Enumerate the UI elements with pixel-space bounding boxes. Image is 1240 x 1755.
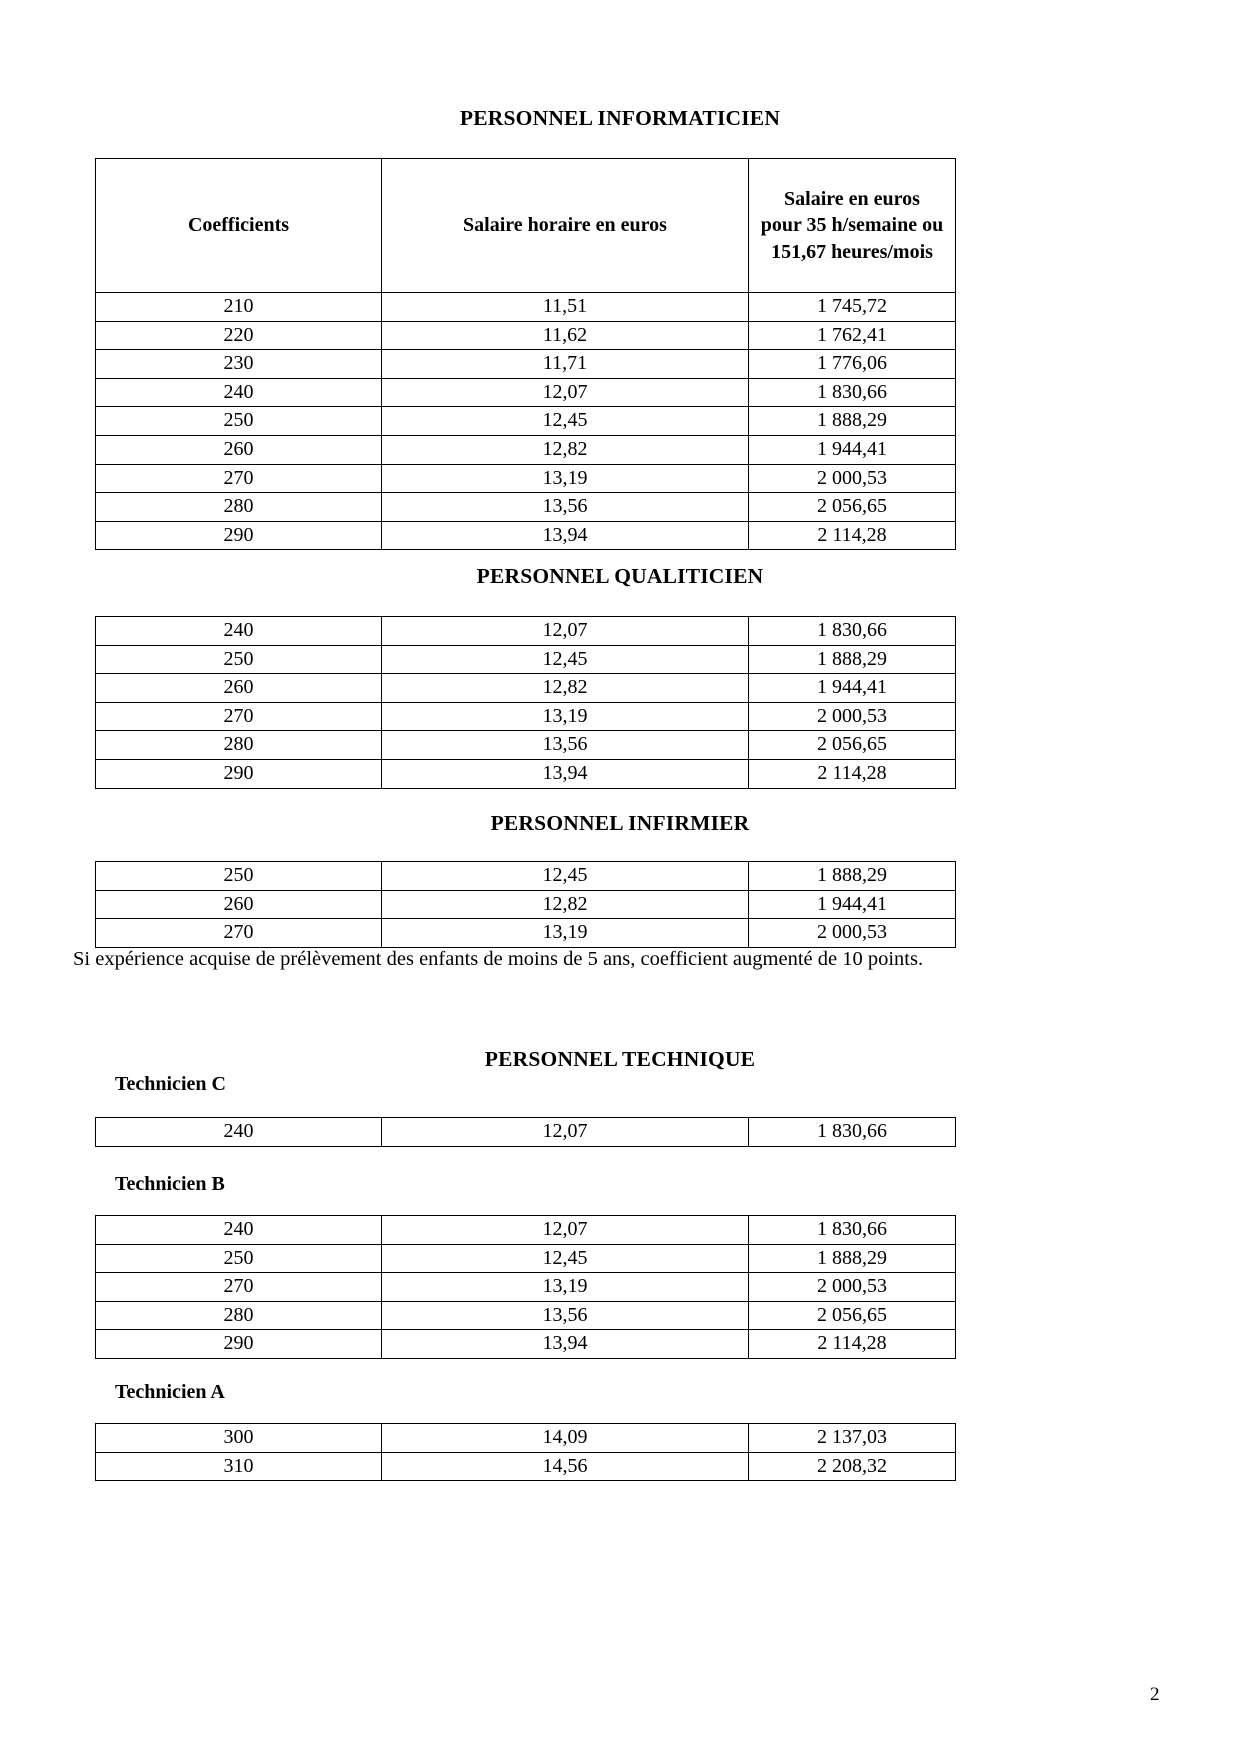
table-row xyxy=(96,521,956,550)
table-row xyxy=(96,919,956,948)
cell-coefficient: 250 xyxy=(96,407,382,436)
cell-monthly-salary: 1 830,66 xyxy=(749,378,956,407)
col-header-monthly-line3: 151,67 heures/mois xyxy=(771,240,933,263)
cell-monthly-salary: 2 056,65 xyxy=(749,1301,956,1330)
table-row xyxy=(96,378,956,407)
col-header-hourly-salary: Salaire horaire en euros xyxy=(382,159,749,293)
header-row xyxy=(96,159,956,293)
cell-hourly-salary: 11,51 xyxy=(382,293,749,322)
cell-monthly-salary: 2 137,03 xyxy=(749,1424,956,1453)
table-row xyxy=(96,1273,956,1302)
cell-monthly-salary: 1 830,66 xyxy=(749,617,956,646)
cell-coefficient: 280 xyxy=(96,493,382,522)
cell-hourly-salary: 12,82 xyxy=(382,674,749,703)
cell-coefficient: 220 xyxy=(96,321,382,350)
cell-hourly-salary: 11,71 xyxy=(382,350,749,379)
cell-monthly-salary: 2 000,53 xyxy=(749,919,956,948)
table-row xyxy=(96,293,956,322)
table-row xyxy=(96,1244,956,1273)
table-body-infirmier xyxy=(96,862,956,948)
cell-coefficient: 290 xyxy=(96,1330,382,1359)
table-body-technicien-c xyxy=(96,1118,956,1147)
cell-coefficient: 250 xyxy=(96,862,382,891)
col-header-monthly-salary xyxy=(749,159,956,293)
table-row xyxy=(96,1424,956,1453)
cell-hourly-salary: 12,82 xyxy=(382,435,749,464)
table-technicien-b xyxy=(95,1215,956,1359)
cell-hourly-salary: 12,45 xyxy=(382,862,749,891)
page-number: 2 xyxy=(1150,1684,1160,1705)
cell-monthly-salary: 1 745,72 xyxy=(749,293,956,322)
cell-coefficient: 240 xyxy=(96,1216,382,1245)
cell-coefficient: 260 xyxy=(96,674,382,703)
subsection-label-technicien-a: Technicien A xyxy=(115,1381,225,1403)
cell-hourly-salary: 13,19 xyxy=(382,1273,749,1302)
cell-coefficient: 300 xyxy=(96,1424,382,1453)
section-title-informaticien xyxy=(0,106,1240,131)
cell-monthly-salary: 2 000,53 xyxy=(749,702,956,731)
table-header xyxy=(96,159,956,293)
section-title-text: PERSONNEL INFIRMIER xyxy=(490,811,750,835)
cell-coefficient: 250 xyxy=(96,645,382,674)
table-row xyxy=(96,890,956,919)
cell-hourly-salary: 14,56 xyxy=(382,1452,749,1481)
table-row xyxy=(96,1216,956,1245)
cell-coefficient: 230 xyxy=(96,350,382,379)
table-row xyxy=(96,350,956,379)
table-row xyxy=(96,1452,956,1481)
table-row xyxy=(96,759,956,788)
note-infirmier: Si expérience acquise de prélèvement des enfants de moins de 5 ans, coefficient augmenté de 10 points. xyxy=(73,948,924,970)
cell-hourly-salary: 13,94 xyxy=(382,1330,749,1359)
cell-coefficient: 270 xyxy=(96,464,382,493)
cell-hourly-salary: 13,56 xyxy=(382,731,749,760)
cell-coefficient: 270 xyxy=(96,919,382,948)
table-row xyxy=(96,617,956,646)
cell-hourly-salary: 13,19 xyxy=(382,702,749,731)
cell-coefficient: 240 xyxy=(96,378,382,407)
cell-coefficient: 310 xyxy=(96,1452,382,1481)
cell-coefficient: 210 xyxy=(96,293,382,322)
section-title-technique xyxy=(0,1047,1240,1072)
table-body-qualiticien xyxy=(96,617,956,789)
cell-coefficient: 250 xyxy=(96,1244,382,1273)
cell-hourly-salary: 13,19 xyxy=(382,464,749,493)
cell-monthly-salary: 1 888,29 xyxy=(749,1244,956,1273)
cell-monthly-salary: 2 000,53 xyxy=(749,1273,956,1302)
table-row xyxy=(96,645,956,674)
cell-coefficient: 280 xyxy=(96,731,382,760)
cell-hourly-salary: 11,62 xyxy=(382,321,749,350)
cell-monthly-salary: 2 000,53 xyxy=(749,464,956,493)
cell-monthly-salary: 1 888,29 xyxy=(749,645,956,674)
table-body-technicien-b xyxy=(96,1216,956,1359)
table-row xyxy=(96,493,956,522)
table-row xyxy=(96,674,956,703)
cell-hourly-salary: 12,82 xyxy=(382,890,749,919)
cell-monthly-salary: 1 944,41 xyxy=(749,890,956,919)
cell-monthly-salary: 1 888,29 xyxy=(749,407,956,436)
cell-monthly-salary: 2 056,65 xyxy=(749,493,956,522)
cell-hourly-salary: 12,45 xyxy=(382,645,749,674)
table-body-informaticien xyxy=(96,293,956,550)
table-qualiticien xyxy=(95,616,956,789)
cell-monthly-salary: 2 056,65 xyxy=(749,731,956,760)
cell-hourly-salary: 12,07 xyxy=(382,1216,749,1245)
cell-hourly-salary: 13,56 xyxy=(382,1301,749,1330)
table-row xyxy=(96,321,956,350)
cell-coefficient: 240 xyxy=(96,1118,382,1147)
subsection-label-technicien-c: Technicien C xyxy=(115,1073,226,1095)
cell-monthly-salary: 1 762,41 xyxy=(749,321,956,350)
cell-hourly-salary: 13,19 xyxy=(382,919,749,948)
table-row xyxy=(96,702,956,731)
col-header-monthly-line1: Salaire en euros xyxy=(784,187,920,210)
cell-coefficient: 290 xyxy=(96,521,382,550)
cell-monthly-salary: 2 208,32 xyxy=(749,1452,956,1481)
cell-hourly-salary: 13,56 xyxy=(382,493,749,522)
section-title-qualiticien xyxy=(0,564,1240,589)
table-row xyxy=(96,464,956,493)
table-row xyxy=(96,1301,956,1330)
section-title-text: PERSONNEL INFORMATICIEN xyxy=(459,106,781,130)
cell-hourly-salary: 14,09 xyxy=(382,1424,749,1453)
cell-coefficient: 240 xyxy=(96,617,382,646)
cell-hourly-salary: 12,07 xyxy=(382,1118,749,1147)
subsection-label-technicien-b: Technicien B xyxy=(115,1173,225,1195)
cell-coefficient: 260 xyxy=(96,435,382,464)
table-technicien-c xyxy=(95,1117,956,1147)
table-row xyxy=(96,1118,956,1147)
table-infirmier xyxy=(95,861,956,948)
cell-coefficient: 280 xyxy=(96,1301,382,1330)
table-informaticien xyxy=(95,158,956,550)
table-row xyxy=(96,862,956,891)
cell-coefficient: 270 xyxy=(96,1273,382,1302)
cell-hourly-salary: 13,94 xyxy=(382,759,749,788)
cell-monthly-salary: 2 114,28 xyxy=(749,759,956,788)
col-header-coefficients: Coefficients xyxy=(96,159,382,293)
cell-hourly-salary: 13,94 xyxy=(382,521,749,550)
cell-monthly-salary: 1 830,66 xyxy=(749,1118,956,1147)
table-body-technicien-a xyxy=(96,1424,956,1481)
cell-monthly-salary: 1 944,41 xyxy=(749,674,956,703)
cell-monthly-salary: 1 888,29 xyxy=(749,862,956,891)
cell-monthly-salary: 1 830,66 xyxy=(749,1216,956,1245)
cell-hourly-salary: 12,45 xyxy=(382,407,749,436)
table-row xyxy=(96,435,956,464)
cell-monthly-salary: 1 944,41 xyxy=(749,435,956,464)
cell-monthly-salary: 2 114,28 xyxy=(749,1330,956,1359)
table-technicien-a xyxy=(95,1423,956,1481)
cell-monthly-salary: 2 114,28 xyxy=(749,521,956,550)
cell-hourly-salary: 12,45 xyxy=(382,1244,749,1273)
col-header-monthly-line2: pour 35 h/semaine ou xyxy=(760,214,944,237)
table-row xyxy=(96,1330,956,1359)
section-title-infirmier xyxy=(0,811,1240,836)
table-row xyxy=(96,407,956,436)
cell-monthly-salary: 1 776,06 xyxy=(749,350,956,379)
section-title-text: PERSONNEL QUALITICIEN xyxy=(476,564,764,588)
cell-coefficient: 270 xyxy=(96,702,382,731)
section-title-text: PERSONNEL TECHNIQUE xyxy=(484,1047,756,1071)
cell-coefficient: 260 xyxy=(96,890,382,919)
cell-hourly-salary: 12,07 xyxy=(382,378,749,407)
cell-hourly-salary: 12,07 xyxy=(382,617,749,646)
table-row xyxy=(96,731,956,760)
cell-coefficient: 290 xyxy=(96,759,382,788)
